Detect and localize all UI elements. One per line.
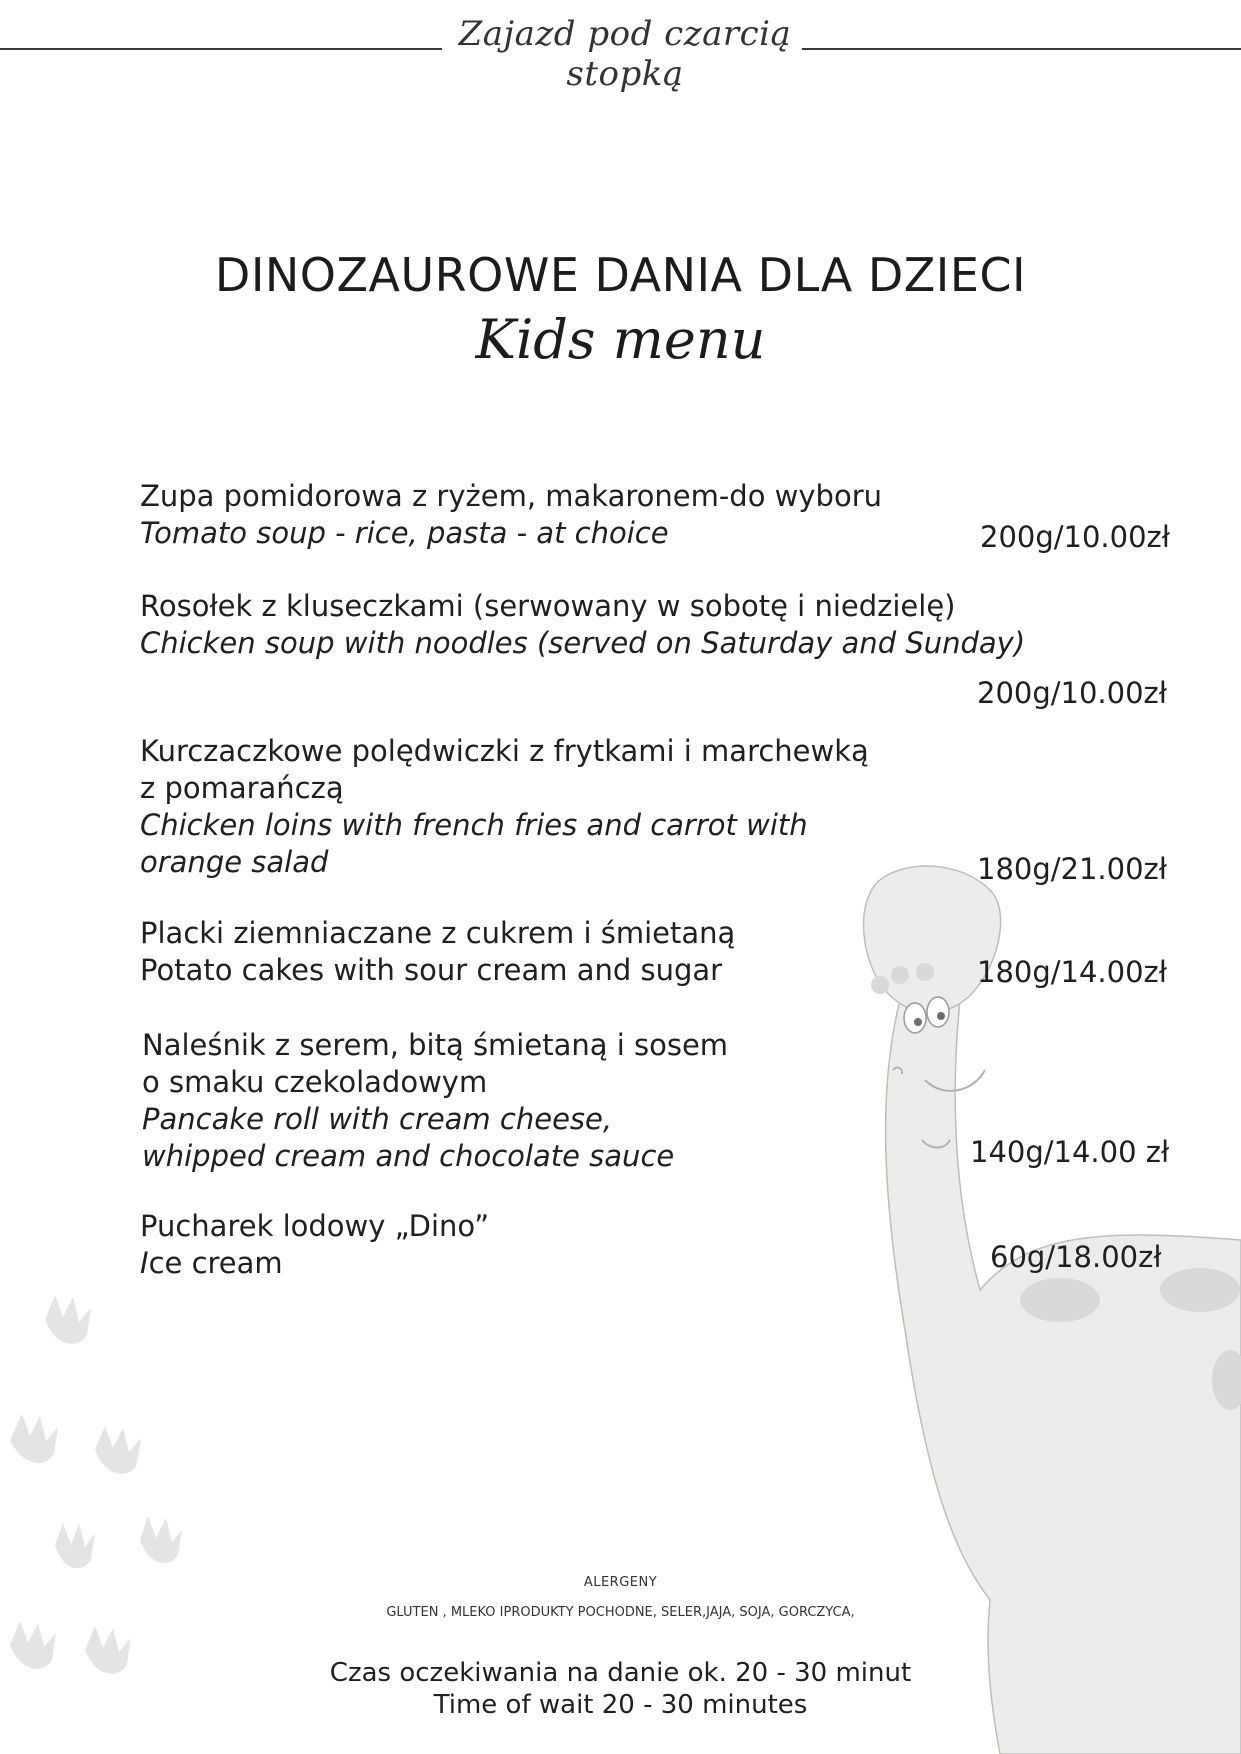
header-rule-left: [0, 48, 442, 50]
menu-item: [142, 1027, 922, 1175]
menu-item: [140, 478, 920, 552]
item-name-pl: Zupa pomidorowa z ryżem, makaronem-do wyboru: [140, 479, 883, 513]
item-name-pl: Kurczaczkowe polędwiczki z frytkami i marchewką: [140, 734, 869, 768]
wait-time-en: Time of wait 20 - 30 minutes: [433, 1690, 808, 1720]
item-name-en: Tomato soup - rice, pasta - at choice: [140, 516, 669, 550]
item-price: 180g/14.00zł: [977, 955, 1168, 989]
wait-time-pl: Czas oczekiwania na danie ok. 20 - 30 minut: [329, 1658, 912, 1688]
item-name-en: Potato cakes with sour cream and sugar: [140, 953, 723, 987]
item-price: 200g/10.00zł: [977, 676, 1168, 710]
item-name-pl: Placki ziemniaczane z cukrem i śmietaną: [140, 916, 736, 950]
item-name-en-cont: whipped cream and chocolate sauce: [142, 1139, 675, 1173]
restaurant-logo: Zajazd pod czarcią stopką: [458, 14, 792, 94]
item-name-en: Chicken soup with noodles (served on Saturday and Sunday): [140, 626, 1026, 660]
item-price: 200g/10.00zł: [980, 520, 1171, 554]
header-rule-right: [802, 48, 1241, 50]
menu-item: [140, 733, 920, 881]
menu-title: DINOZAUROWE DANIA DLA DZIECI: [214, 248, 1027, 302]
item-name-pl: Pucharek lodowy „Dino”: [140, 1209, 490, 1243]
item-name-en: [140, 1245, 920, 1282]
item-name-en-rest: ce cream: [148, 1246, 283, 1280]
menu-item: [140, 915, 920, 989]
item-name-en-initial: I: [140, 1246, 149, 1280]
item-name-pl: Naleśnik z serem, bitą śmietaną i sosem: [142, 1028, 729, 1062]
menu-item: [140, 1208, 920, 1282]
allergens-heading: ALERGENY: [583, 1575, 658, 1590]
item-price: 180g/21.00zł: [977, 852, 1168, 886]
item-price: 60g/18.00zł: [990, 1240, 1162, 1274]
menu-subtitle: Kids menu: [475, 308, 766, 371]
item-name-pl-cont: o smaku czekoladowym: [142, 1065, 488, 1099]
item-name-en: Pancake roll with cream cheese,: [142, 1102, 613, 1136]
item-name-en: Chicken loins with french fries and carrot with: [140, 808, 808, 842]
item-name-pl-cont: z pomarańczą: [140, 771, 344, 805]
item-name-en-cont: orange salad: [140, 845, 329, 879]
menu-item: [140, 588, 1080, 662]
item-name-pl: Rosołek z kluseczkami (serwowany w sobotę i niedzielę): [140, 589, 956, 623]
allergens-list: GLUTEN , MLEKO IPRODUKTY POCHODNE, SELER,JAJA, SOJA, GORCZYCA,: [386, 1605, 855, 1620]
item-price: 140g/14.00 zł: [970, 1135, 1170, 1169]
